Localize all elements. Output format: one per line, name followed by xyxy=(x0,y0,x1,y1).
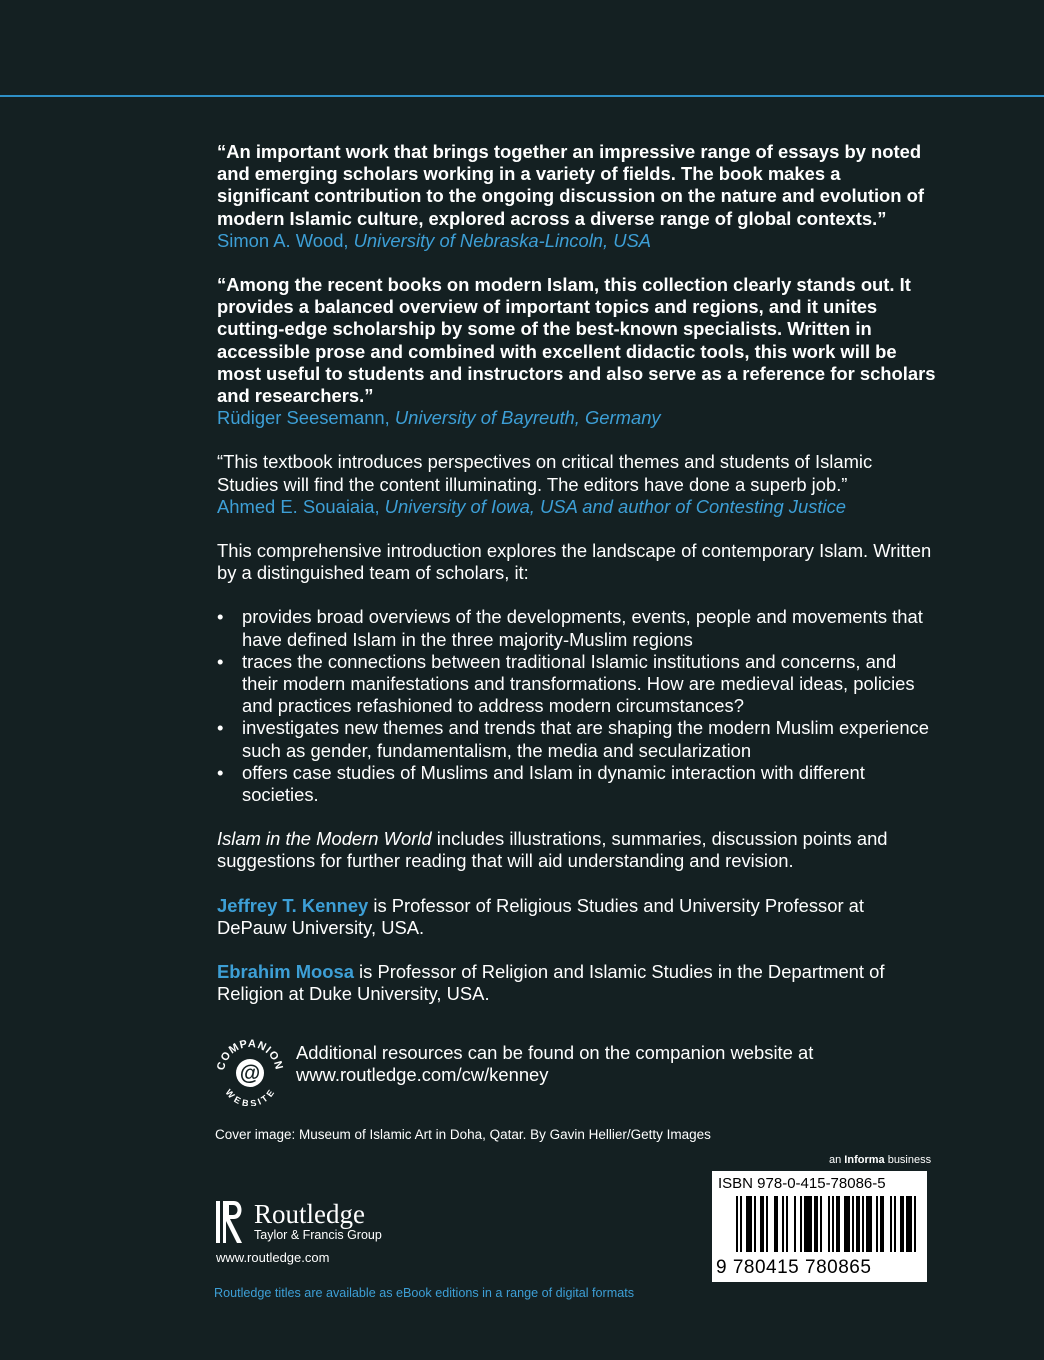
ebook-availability-note: Routledge titles are available as eBook editions in a range of digital formats xyxy=(214,1286,635,1300)
barcode-bar xyxy=(866,1196,872,1252)
barcode-bar xyxy=(900,1196,904,1252)
book-features-text: includes illustrations, summaries, discussion points and suggestions for further reading that will aid understanding and revision. xyxy=(217,828,888,872)
routledge-r-icon xyxy=(214,1199,248,1245)
bullet-item: • investigates new themes and trends that are shaping the modern Muslim experience such as gender, fundamentalism, the media and secularization xyxy=(217,717,937,761)
barcode-bar xyxy=(914,1196,916,1252)
isbn-barcode xyxy=(712,1171,927,1282)
barcode-bar xyxy=(782,1196,784,1252)
cover-image-credit: Cover image: Museum of Islamic Art in Doha, Qatar. By Gavin Hellier/Getty Images xyxy=(215,1127,711,1142)
barcode-bars xyxy=(712,1194,927,1256)
badge-top-text: COMPANION xyxy=(215,1037,285,1072)
barcode-bar xyxy=(766,1196,768,1252)
barcode-bar xyxy=(820,1196,822,1252)
bullet-item: • traces the connections between traditional Islamic institutions and concerns, and their modern manifestations and transformations. How are medieval ideas, policies and practices refashioned to address modern circumstances? xyxy=(217,651,937,718)
barcode-bar xyxy=(894,1196,896,1252)
barcode-bar xyxy=(890,1196,892,1252)
barcode-bar xyxy=(786,1196,788,1252)
editor-bio-1 xyxy=(217,895,937,939)
review-text: “An important work that brings together an impressive range of essays by noted and emerging scholars working in a variety of fields. The book makes a significant contribution to the ongoing discussion on the nature and evolution of modern Islamic culture, explored across a diverse range of global contexts.” xyxy=(217,141,924,229)
back-cover-text xyxy=(217,141,937,1028)
barcode-digits: 9 780415 780865 xyxy=(716,1257,872,1278)
barcode-bar xyxy=(844,1196,850,1252)
review-text: “This textbook introduces perspectives on critical themes and students of Islamic Studies will find the content illuminating. The editors have done a superb job.” xyxy=(217,451,873,495)
editor-name: Ebrahim Moosa xyxy=(217,961,354,983)
review-attribution xyxy=(217,230,937,252)
badge-bottom-text: WEBSITE xyxy=(223,1087,277,1106)
barcode-bar xyxy=(740,1196,742,1252)
publisher-group: Taylor & Francis Group xyxy=(254,1228,382,1242)
top-divider-line xyxy=(0,95,1044,97)
companion-url[interactable]: www.routledge.com/cw/kenney xyxy=(296,1064,549,1086)
informa-brand: Informa xyxy=(844,1154,885,1166)
review-quote-2 xyxy=(217,274,937,429)
bullet-item: • provides broad overviews of the developments, events, people and movements that have defined Islam in the three majority-Muslim regions xyxy=(217,606,937,650)
informa-suffix: business xyxy=(884,1154,932,1166)
companion-text xyxy=(296,1042,813,1086)
informa-business-tagline xyxy=(829,1154,931,1166)
review-affiliation: University of Iowa, USA and author of Contesting Justice xyxy=(384,495,847,517)
barcode-bar xyxy=(906,1196,912,1252)
book-description: This comprehensive introduction explores the landscape of contemporary Islam. Written by a distinguished team of scholars, it: xyxy=(217,540,932,584)
barcode-bar xyxy=(760,1196,764,1252)
barcode-bar xyxy=(852,1196,854,1252)
barcode-bar xyxy=(828,1196,830,1252)
barcode-bar xyxy=(804,1196,812,1252)
review-affiliation: University of Nebraska-Lincoln, USA xyxy=(353,229,652,251)
barcode-bar xyxy=(774,1196,778,1252)
review-text: “Among the recent books on modern Islam, this collection clearly stands out. It provides a balanced overview of important topics and regions, and it unites cutting-edge scholarship by some of the best-known specialists. Written in accessible prose and combined with excellent didactic tools, this work will be most useful to students and instructors and also serve as a reference for scholars and researchers.” xyxy=(217,274,936,407)
barcode-bar xyxy=(880,1196,884,1252)
editor-bio-text: is Professor of Religious Studies and University Professor at DePauw University, USA. xyxy=(217,894,865,938)
bullet-item: • offers case studies of Muslims and Islam in dynamic interaction with different societies. xyxy=(217,762,937,806)
review-quote-1 xyxy=(217,141,937,252)
editor-bio-2 xyxy=(217,961,937,1005)
barcode-bar xyxy=(754,1196,756,1252)
review-attribution xyxy=(217,407,937,429)
barcode-bar xyxy=(794,1196,796,1252)
routledge-logo xyxy=(214,1199,382,1250)
book-title: Islam in the Modern World xyxy=(217,828,432,850)
barcode-bar xyxy=(736,1196,738,1252)
review-quote-3 xyxy=(217,451,937,518)
publisher-name: Routledge xyxy=(254,1199,365,1229)
barcode-bar xyxy=(746,1196,752,1252)
barcode-bar xyxy=(876,1196,878,1252)
svg-text:@: @ xyxy=(239,1062,261,1085)
companion-website-badge-icon xyxy=(214,1036,286,1106)
review-attribution xyxy=(217,496,937,518)
book-features xyxy=(217,828,937,872)
barcode-bar xyxy=(856,1196,860,1252)
review-author: Ahmed E. Souaiaia, xyxy=(217,495,385,517)
feature-bullet-list xyxy=(217,606,937,806)
barcode-bar xyxy=(814,1196,818,1252)
barcode-bar xyxy=(862,1196,864,1252)
isbn-label: ISBN 978-0-415-78086-5 xyxy=(718,1175,886,1192)
informa-prefix: an xyxy=(829,1154,845,1166)
companion-line: Additional resources can be found on the companion website at xyxy=(296,1042,814,1063)
review-author: Rüdiger Seesemann, xyxy=(217,407,395,429)
svg-text:WEBSITE xyxy=(223,1087,276,1106)
barcode-bar xyxy=(836,1196,840,1252)
companion-website-notice xyxy=(214,1036,914,1106)
editor-bio-text: is Professor of Religion and Islamic Studies in the Department of Religion at Duke University, USA. xyxy=(217,961,885,1005)
barcode-bar xyxy=(800,1196,802,1252)
review-author: Simon A. Wood, xyxy=(217,229,354,251)
publisher-website[interactable]: www.routledge.com xyxy=(216,1250,330,1265)
barcode-bar xyxy=(832,1196,834,1252)
review-affiliation: University of Bayreuth, Germany xyxy=(394,407,661,429)
editor-name: Jeffrey T. Kenney xyxy=(217,894,369,916)
